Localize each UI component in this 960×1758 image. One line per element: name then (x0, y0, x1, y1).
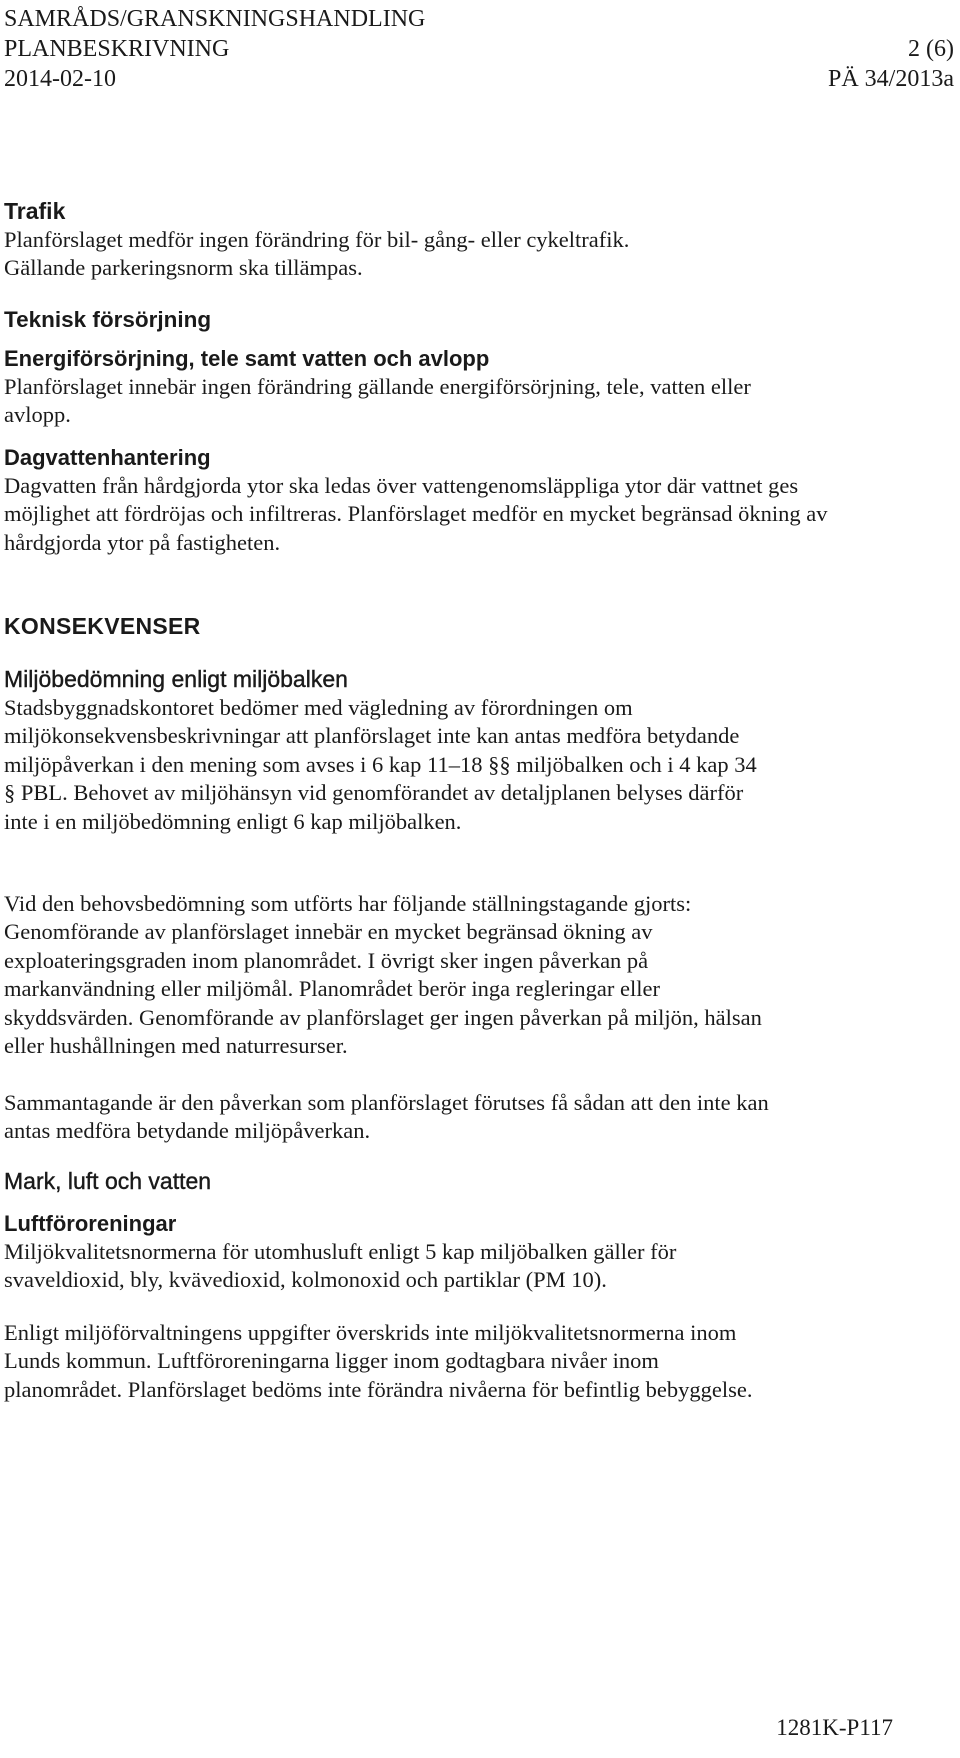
energi-paragraph: Planförslaget innebär ingen förändring gällande energiförsörjning, tele, vatten eller avlopp. (4, 374, 751, 428)
section-trafik (4, 197, 944, 283)
dagvatten-paragraph: Dagvatten från hårdgjorda ytor ska ledas över vattengenomsläppliga ytor där vattnet ges möjlighet att fördröjas och infiltreras. Planförslaget medför en mycket begränsad ökning av hårdgjorda ytor på fastigheten. (4, 473, 828, 555)
section-teknisk (4, 305, 944, 334)
heading-trafik: Trafik (4, 198, 66, 224)
heading-teknisk: Teknisk försörjning (4, 307, 212, 332)
luft-paragraph-2: Enligt miljöförvaltningens uppgifter överskrids inte miljökvalitetsnormerna inom Lunds kommun. Luftföroreningarna ligger inom godtagbara nivåer inom planområdet. Planförslaget bedöms inte förändra nivåerna för befintlig bebyggelse. (4, 1320, 753, 1402)
heading-mark: Mark, luft och vatten (4, 1168, 212, 1194)
section-behovsbedomning (4, 890, 774, 1060)
section-luftfororeningar (4, 1209, 764, 1295)
document-reference: PÄ 34/2013a (828, 66, 954, 92)
miljo-paragraph-1: Stadsbyggnadskontoret bedömer med vägledning av förordningen om miljökonsekvensbeskrivningar att planförslaget inte kan antas medföra betydande miljöpåverkan i den mening som avses i 6 kap 11–18 §§ miljöbalken och i 4 kap 34 § PBL. Behovet av miljöhänsyn vid genomförandet av detaljplanen belyses därför inte i en miljöbedömning enligt 6 kap miljöbalken. (4, 695, 757, 834)
luft-paragraph-1: Miljökvalitetsnormerna för utomhusluft enligt 5 kap miljöbalken gäller för svaveldioxid, bly, kvävedioxid, kolmonoxid och partiklar (PM 10). (4, 1239, 677, 1293)
trafik-paragraph (4, 226, 944, 283)
document-header (4, 4, 954, 94)
document-type: PLANBESKRIVNING (4, 36, 230, 62)
section-sammantagande (4, 1089, 774, 1146)
document-status: SAMRÅDS/GRANSKNINGSHANDLING (4, 6, 426, 32)
subheading-dagvatten: Dagvattenhantering (4, 445, 211, 470)
trafik-line-2: Gällande parkeringsnorm ska tillämpas. (4, 255, 363, 281)
subheading-energi: Energiförsörjning, tele samt vatten och avlopp (4, 346, 490, 371)
page-number: 2 (6) (908, 36, 954, 62)
section-konsekvenser (4, 611, 944, 641)
section-dagvatten (4, 443, 834, 557)
section-miljokvalitet (4, 1319, 764, 1404)
subheading-miljobedomning: Miljöbedömning enligt miljöbalken (4, 666, 348, 692)
miljo-paragraph-3: Sammantagande är den påverkan som planförslaget förutses få sådan att den inte kan antas medföra betydande miljöpåverkan. (4, 1090, 769, 1144)
trafik-line-1: Planförslaget medför ingen förändring för bil- gång- eller cykeltrafik. (4, 227, 630, 252)
heading-konsekvenser: KONSEKVENSER (4, 613, 201, 639)
subheading-luftfororeningar: Luftföroreningar (4, 1211, 177, 1236)
document-code: 1281K-P117 (776, 1715, 893, 1740)
miljo-paragraph-2: Vid den behovsbedömning som utförts har följande ställningstagande gjorts: Genomförande av planförslaget innebär en mycket begränsad ökning av exploateringsgraden inom planområdet. I övrigt sker ingen påverkan på markanvändning eller miljömål. Planområdet berör inga regleringar eller skyddsvärden. Genomförande av planförslaget ger ingen påverkan på miljön, hälsan eller hushållningen med naturresurser. (4, 891, 762, 1059)
section-miljobedomning (4, 665, 764, 836)
section-mark (4, 1167, 944, 1196)
document-date: 2014-02-10 (4, 66, 116, 92)
section-energi (4, 344, 804, 430)
